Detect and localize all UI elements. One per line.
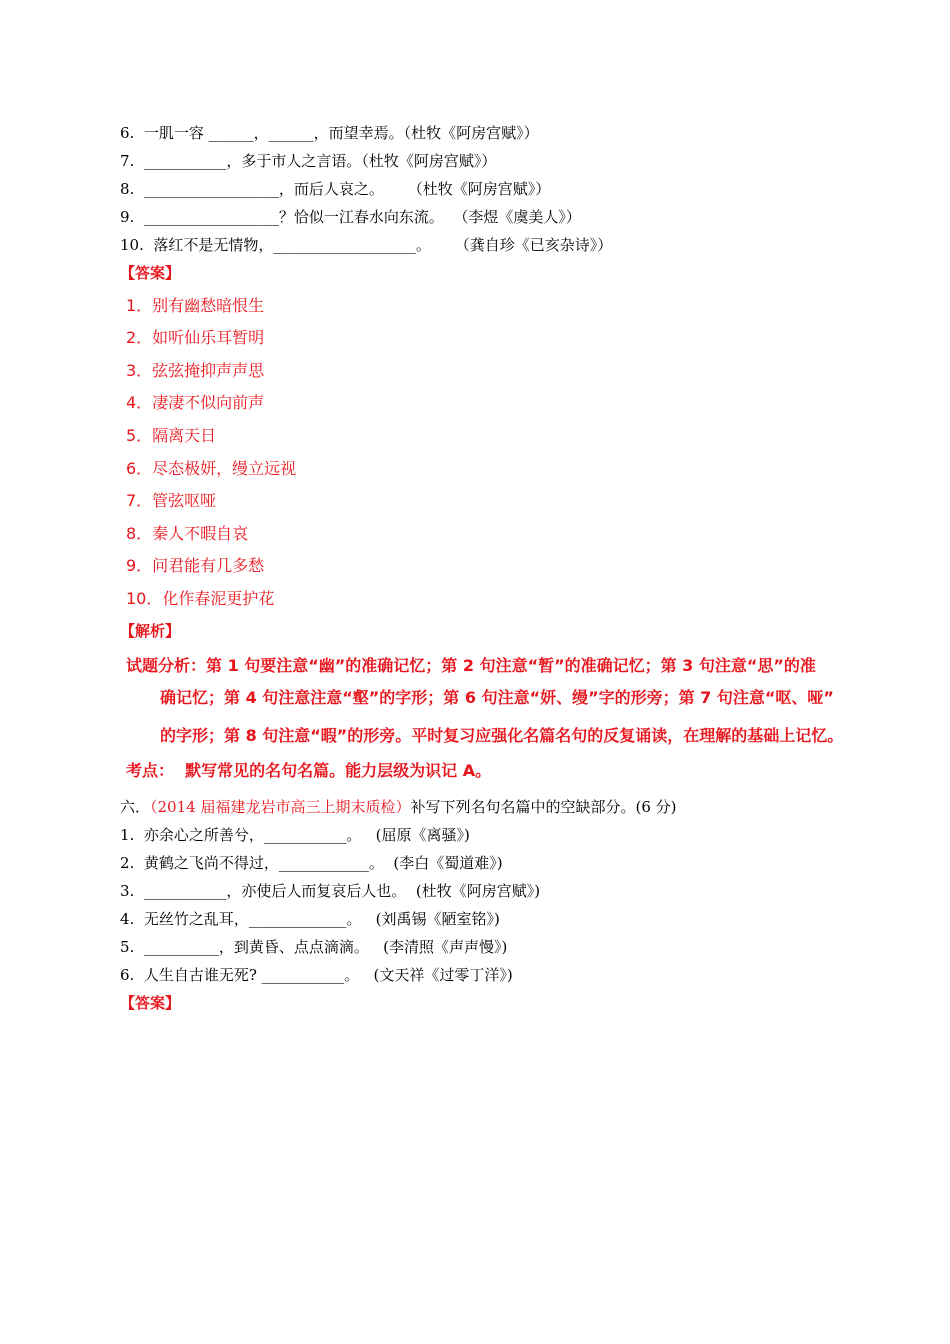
question-5: 5. __________，到黄昏、点点滴滴。 (李清照《声声慢》) (120, 938, 508, 956)
exam-point: 考点： 默写常见的名句名篇。能力层级为识记 A。 (126, 761, 492, 780)
question-4: 4. 无丝竹之乱耳，_____________。 (刘禹锡《陋室铭》) (120, 910, 500, 928)
question-6: 6. 一肌一容 ______，______，而望幸焉。（杜牧《阿房宫赋》） (120, 124, 539, 142)
question-6b: 6. 人生自古谁无死? ___________。 (文天祥《过零丁洋》) (120, 966, 513, 984)
question-7: 7. ___________，多于市人之言语。（杜牧《阿房宫赋》） (120, 152, 497, 170)
question-2: 2. 黄鹤之飞尚不得过，____________。 (李白《蜀道难》) (120, 854, 503, 872)
answer-item: 7．管弦呕哑 (126, 491, 217, 510)
analysis-line: 确记忆；第 4 句注意注意“壑”的字形；第 6 句注意“妍、缦”字的形旁；第 7 句注意“呕、哑” (160, 688, 834, 707)
question-9: 9. __________________？恰似一江春水向东流。 （李煜《虞美人》） (120, 208, 581, 226)
answer-item: 8．秦人不暇自哀 (126, 524, 249, 543)
question-1: 1. 亦余心之所善兮，___________。 (屈原《离骚》) (120, 826, 470, 844)
answer-item: 4．凄凄不似向前声 (126, 393, 265, 412)
answer-item: 9．问君能有几多愁 (126, 556, 265, 575)
analysis-line: 试题分析：第 1 句要注意“幽”的准确记忆；第 2 句注意“暂”的准确记忆；第 3 句注意“思”的准 (126, 656, 816, 675)
question-10: 10. 落红不是无情物，___________________。 （龚自珍《已亥杂诗》） (120, 236, 613, 254)
section-source: （2014 届福建龙岩市高三上期末质检） (150, 798, 411, 816)
answer-item: 2．如听仙乐耳暂明 (126, 328, 265, 347)
answer-item: 3．弦弦掩抑声声思 (126, 361, 265, 380)
analysis-line: 的字形；第 8 句注意“暇”的形旁。平时复习应强化名篇名句的反复诵读，在理解的基础上记忆。 (160, 726, 844, 745)
section-6-heading (120, 797, 677, 817)
question-8: 8. __________________，而后人哀之。 （杜牧《阿房宫赋》） (120, 180, 551, 198)
section-prefix: 六． (120, 798, 151, 816)
answer-item: 5．隔离天日 (126, 426, 217, 445)
question-3: 3. ___________，亦使后人而复哀后人也。 (杜牧《阿房宫赋》) (120, 882, 541, 900)
answer-heading-2: 【答案】 (120, 994, 181, 1012)
answer-item: 1．别有幽愁暗恨生 (126, 296, 265, 315)
section-instruction: 补写下列名句名篇中的空缺部分。(6 分) (410, 798, 677, 816)
answer-item: 6．尽态极妍，缦立远视 (126, 459, 297, 478)
answer-heading: 【答案】 (120, 264, 181, 282)
answer-item: 10．化作春泥更护花 (126, 589, 275, 608)
analysis-heading: 【解析】 (120, 622, 181, 640)
